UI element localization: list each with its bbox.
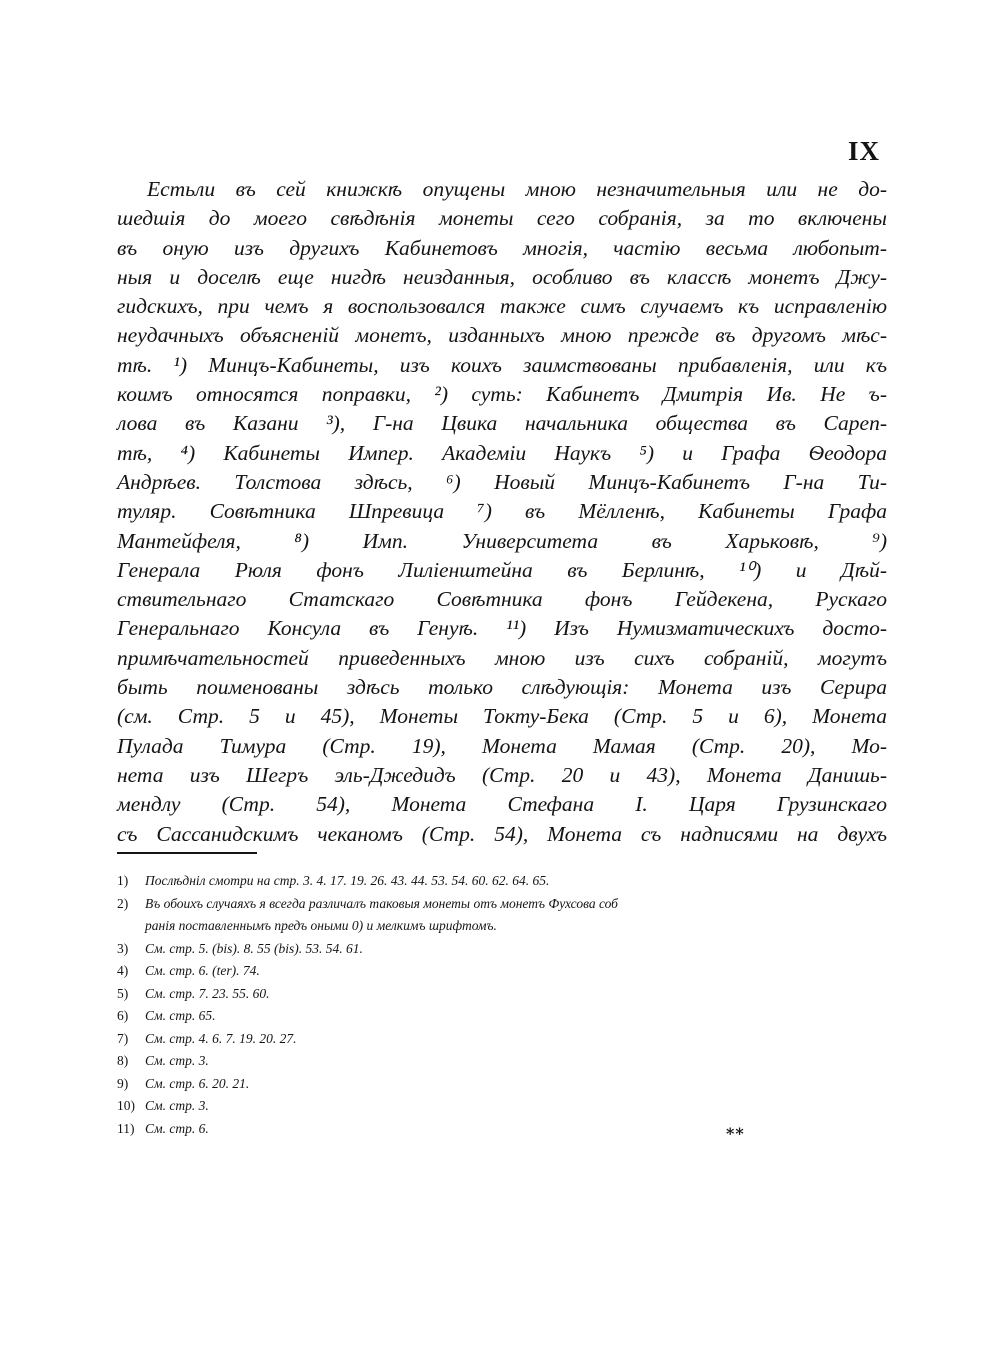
footnotes [117,870,887,1140]
footnote-number: 11) [117,1120,135,1136]
footnote-number: 5) [117,985,129,1001]
text-line: Генеральнаго Консула въ Генуѣ. ¹¹) Изъ Нумизматическихъ досто- [117,616,887,641]
footnote-text: См. стр. 6. (ter). 74. [145,963,260,978]
text-line: коимъ относятся поправки, ²) суть: Кабинетъ Дмитрія Ив. Не ъ- [117,382,887,407]
text-line: тѣ. ¹) Минцъ-Кабинеты, изъ коихъ заимствованы прибавленія, или къ [117,352,887,377]
text-line: Пуладa Тимура (Стр. 19), Монета Мамая (Стр. 20), Мо- [117,733,887,758]
footnote-5 [117,983,887,1006]
text-line: туляр. Совѣтника Шпревица ⁷) въ Мёлленѣ, Кабинеты Графа [117,499,887,524]
footnote-text: См. стр. 3. [145,1098,209,1113]
footnote-text: См. стр. 7. 23. 55. 60. [145,985,270,1001]
footnote-7 [117,1028,887,1051]
footnote-number: 8) [117,1053,129,1068]
text-line: ныя и доселѣ еще нигдѣ неизданныя, особливо въ классѣ монетъ Джу- [117,264,887,289]
text-line: неудачныхъ объясненій монетъ, изданныхъ мною прежде въ другомъ мѣс- [117,323,887,348]
text-line: лова въ Казани ³), Г-на Цвика начальника общества въ Сареп- [117,411,887,436]
footnote-text: См. стр. 6. [145,1120,209,1136]
text-line: тѣ, ⁴) Кабинеты Импер. Академіи Наукъ ⁵) и Графа Ѳеодора [117,440,887,465]
text-line: Естьли въ сей книжкѣ опущены мною незначительныя или не до- [147,177,887,201]
text-line: шедшія до моего свѣдѣнія монеты сего собранія, за то включены [117,206,887,231]
footnote-rule [117,852,257,854]
footnote-number: 3) [117,940,129,956]
text-line: примѣчательностей приведенныхъ мною изъ сихъ собраній, могутъ [117,645,887,670]
footnote-text: Послѣдніл смотри на стр. 3. 4. 17. 19. 26. 43. 44. 53. 54. 60. 62. 64. 65. [145,873,550,888]
footnote-8 [117,1050,887,1073]
text-line: Генерала Рюля фонъ Лиліенштейна въ Берлинѣ, ¹⁰) и Дѣй- [117,557,887,582]
footnote-number: 2) [117,895,129,911]
body-paragraph [117,175,887,849]
footnote-number: 9) [117,1075,129,1091]
footnote-text: См. стр. 6. 20. 21. [145,1075,250,1091]
footnote-9 [117,1073,887,1096]
text-line: мендлу (Стр. 54), Монета Стефана I. Царя Грузинскаго [117,792,887,817]
footnote-11 [117,1118,887,1141]
text-line: въ оную изъ другихъ Кабинетовъ многія, частію весьма любопыт- [117,235,887,260]
footnote-number: 4) [117,963,129,978]
footnote-number: 10) [117,1098,135,1113]
footnote-text: См. стр. 5. (bis). 8. 55 (bis). 53. 54. 61. [145,940,363,956]
footnote-1 [117,870,887,893]
text-line: ствительнаго Статскаго Совѣтника фонъ Гейдекена, Рускаго [117,587,887,612]
page-number: IX [847,136,880,166]
text-line: Мантейфеля, ⁸) Имп. Университета въ Харьковѣ, ⁹) [117,528,887,553]
footnote-3 [117,938,887,961]
text-line: нета изъ Шегръ эль-Джедидъ (Стр. 20 и 43), Монета Данишь- [117,762,887,787]
footnote-6 [117,1005,887,1028]
footnote-text: См. стр. 3. [145,1053,209,1068]
footnote-text: См. стр. 4. 6. 7. 19. 20. 27. [145,1030,297,1046]
footnote-2 [117,893,887,916]
footnote-text: Въ обоихъ случаяхъ я всегда различалъ таковыя монеты отъ монетъ Фухсова соб [145,895,618,911]
footnote-text: См. стр. 65. [145,1008,216,1023]
text-line: быть поименованы здѣсь только слѣдующія: Монета изъ Серира [117,675,887,700]
text-line: (см. Стр. 5 и 45), Монеты Токту-Бека (Стр. 5 и 6), Монета [117,704,887,729]
footnote-4 [117,960,887,983]
footnote-2-continuation: ранія поставленнымъ предъ оными 0) и мелкимъ шрифтомъ. [145,918,497,933]
text-line: гидскихъ, при чемъ я воспользовался также симъ случаемъ къ исправленію [117,294,887,319]
footnote-number: 6) [117,1008,129,1023]
text-line: Андрѣев. Толстова здѣсь, ⁶) Новый Минцъ-Кабинетъ Г-на Ти- [117,469,887,494]
footnote-number: 1) [117,873,129,888]
footnote-10 [117,1095,887,1118]
text-line: съ Сассанидскимъ чеканомъ (Стр. 54), Монета съ надписями на двухъ [117,821,887,846]
signature-mark: ** [726,1124,745,1143]
footnote-number: 7) [117,1030,129,1046]
